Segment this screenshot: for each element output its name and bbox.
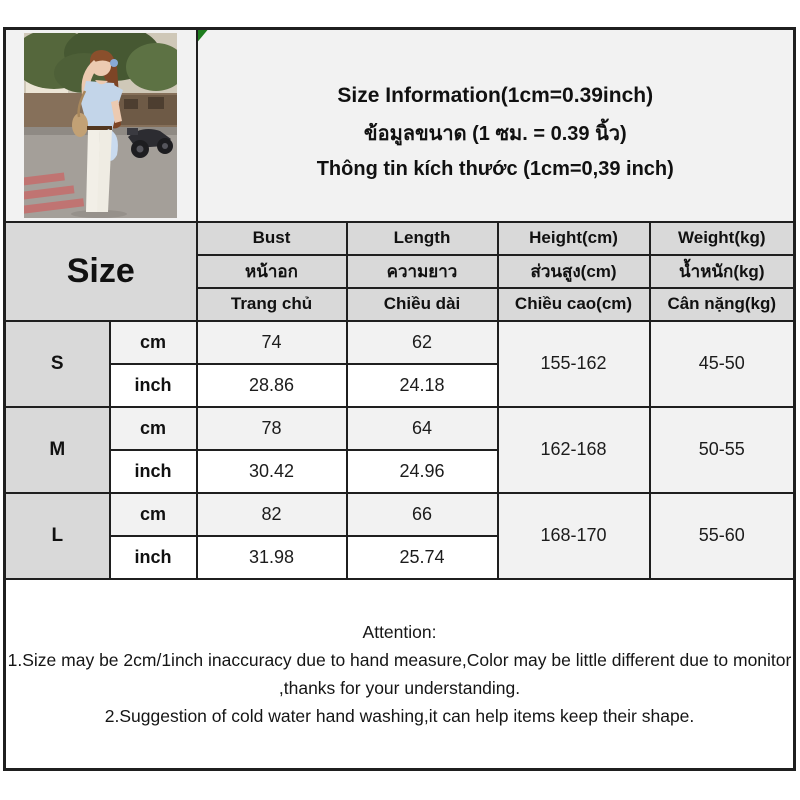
unit-label-inch: inch <box>110 536 197 579</box>
weight-range-value: 55-60 <box>650 493 795 579</box>
weight-range-value: 50-55 <box>650 407 795 493</box>
size-info-title-en: Size Information(1cm=0.39inch) <box>337 83 654 107</box>
attention-row <box>5 579 795 770</box>
size-info-title-vi: Thông tin kích thước (1cm=0,39 inch) <box>316 157 674 180</box>
table-row-l-cm <box>5 493 795 536</box>
header-length-th: ความยาว <box>347 255 498 288</box>
header-length-vi: Chiều dài <box>347 288 498 321</box>
unit-label-inch: inch <box>110 364 197 407</box>
height-range-value: 155-162 <box>498 321 650 407</box>
header-length-en: Length <box>347 222 498 255</box>
attention-cell <box>5 579 795 770</box>
table-row-s-cm <box>5 321 795 364</box>
unit-label-inch: inch <box>110 450 197 493</box>
bust-inch-value: 28.86 <box>197 364 347 407</box>
height-range-value: 168-170 <box>498 493 650 579</box>
length-cm-value: 64 <box>347 407 498 450</box>
header-height-th: ส่วนสูง(cm) <box>498 255 650 288</box>
size-table <box>3 27 796 771</box>
unit-label-cm: cm <box>110 407 197 450</box>
unit-label-cm: cm <box>110 493 197 536</box>
size-info-title-th: ข้อมูลขนาด (1 ซม. = 0.39 นิ้ว) <box>363 122 627 145</box>
green-corner-flag-icon <box>198 30 208 42</box>
table-row-m-cm <box>5 407 795 450</box>
bust-cm-value: 78 <box>197 407 347 450</box>
size-header-label: Size <box>5 222 197 321</box>
attention-note-1: 1.Size may be 2cm/1inch inaccuracy due to hand measure,Color may be little different due to monitor ,thanks for your understanding. <box>7 649 792 698</box>
bust-inch-value: 31.98 <box>197 536 347 579</box>
size-letter-l: L <box>5 493 110 579</box>
header-bust-vi: Trang chủ <box>197 288 347 321</box>
size-info-title-cell <box>197 29 795 222</box>
bust-cm-value: 82 <box>197 493 347 536</box>
length-cm-value: 62 <box>347 321 498 364</box>
weight-range-value: 45-50 <box>650 321 795 407</box>
length-inch-value: 24.96 <box>347 450 498 493</box>
bust-cm-value: 74 <box>197 321 347 364</box>
attention-note-2: 2.Suggestion of cold water hand washing,it can help items keep their shape. <box>104 705 695 726</box>
product-photo <box>24 33 177 218</box>
unit-label-cm: cm <box>110 321 197 364</box>
product-photo-illustration <box>24 33 177 218</box>
size-letter-s: S <box>5 321 110 407</box>
header-weight-vi: Cân nặng(kg) <box>650 288 795 321</box>
height-range-value: 162-168 <box>498 407 650 493</box>
length-cm-value: 66 <box>347 493 498 536</box>
header-bust-th: หน้าอก <box>197 255 347 288</box>
length-inch-value: 25.74 <box>347 536 498 579</box>
header-height-vi: Chiều cao(cm) <box>498 288 650 321</box>
product-photo-cell <box>5 29 197 222</box>
length-inch-value: 24.18 <box>347 364 498 407</box>
title-row <box>5 29 795 222</box>
header-weight-th: น้ำหนัก(kg) <box>650 255 795 288</box>
header-height-en: Height(cm) <box>498 222 650 255</box>
header-bust-en: Bust <box>197 222 347 255</box>
bust-inch-value: 30.42 <box>197 450 347 493</box>
header-weight-en: Weight(kg) <box>650 222 795 255</box>
attention-heading: Attention: <box>362 621 437 642</box>
header-row-en <box>5 222 795 255</box>
size-letter-m: M <box>5 407 110 493</box>
